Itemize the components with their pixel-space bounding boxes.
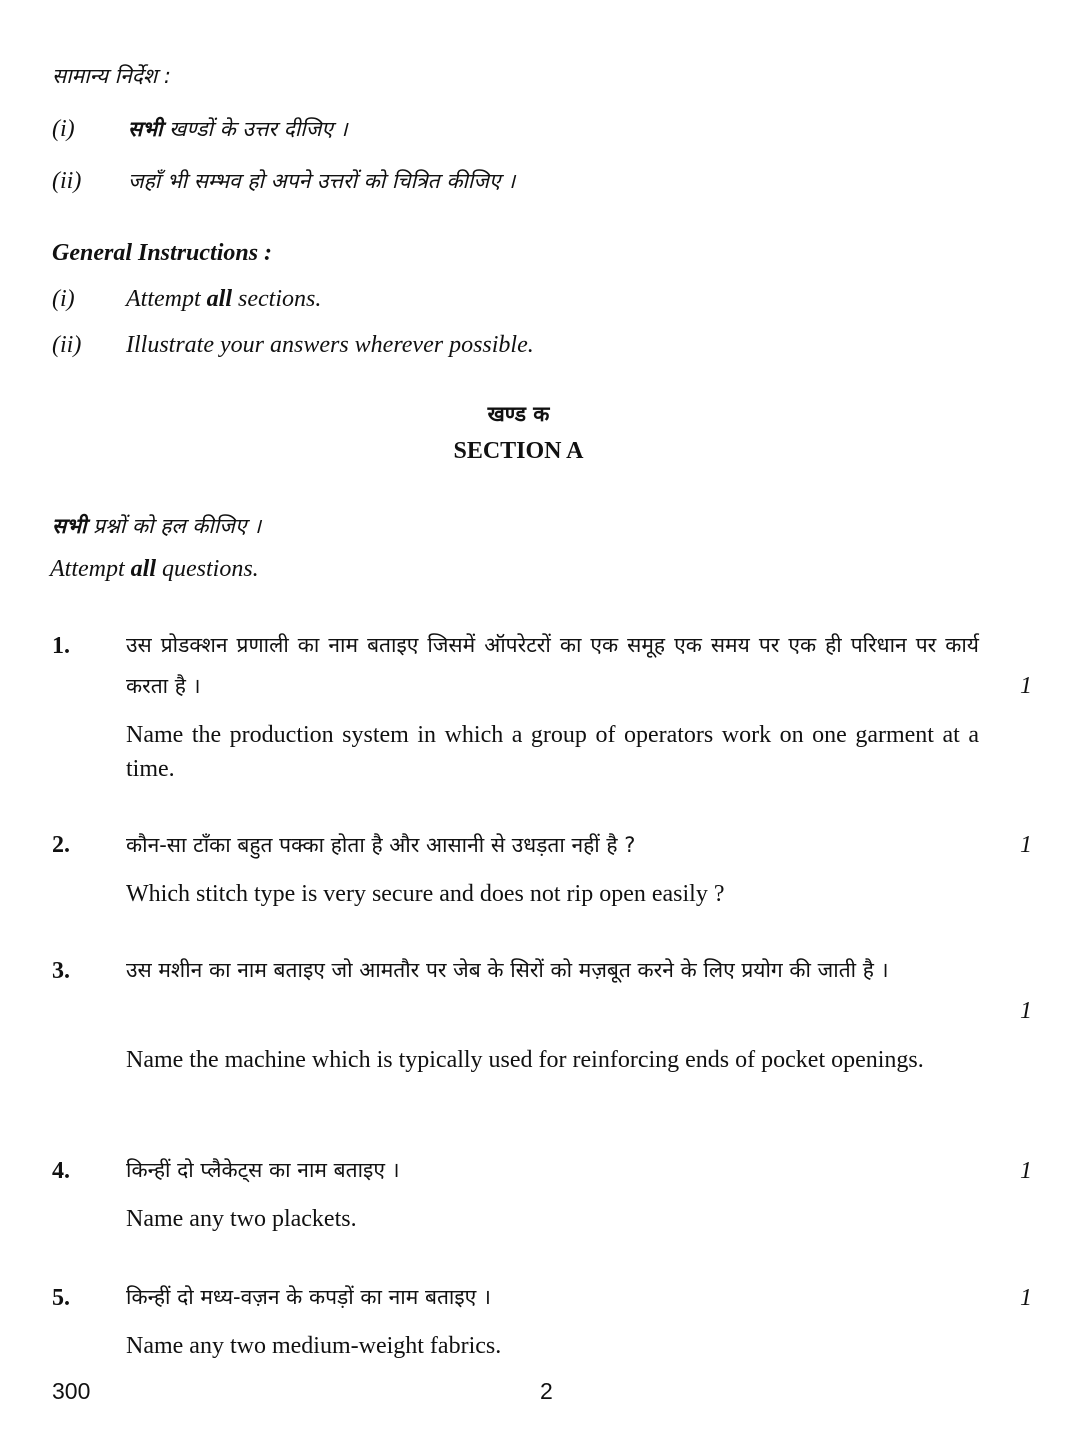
section-note-en-before: Attempt bbox=[50, 556, 131, 582]
question-2-marks: 1 bbox=[1020, 832, 1032, 858]
instruction-en-1-bold: all bbox=[206, 286, 232, 312]
section-note-en-after: questions. bbox=[156, 556, 259, 582]
page-number: 2 bbox=[540, 1378, 553, 1404]
section-note-en-bold: all bbox=[130, 556, 156, 582]
instruction-hi-marker-1: (i) bbox=[52, 116, 75, 142]
question-4-marks: 1 bbox=[1020, 1158, 1032, 1184]
section-note-en bbox=[50, 556, 259, 583]
section-title-en: SECTION A bbox=[453, 438, 584, 464]
question-3-english: Name the machine which is typically used for reinforcing ends of pocket openings. bbox=[126, 1047, 924, 1073]
question-number: 3. bbox=[52, 958, 70, 984]
instruction-hi-marker-2: (ii) bbox=[52, 168, 82, 194]
instruction-en-marker-2: (ii) bbox=[52, 332, 82, 358]
question-4-english: Name any two plackets. bbox=[126, 1206, 357, 1232]
section-note-hi-rest: प्रश्नों को हल कीजिए । bbox=[86, 514, 262, 538]
question-number: 2. bbox=[52, 832, 70, 858]
instruction-en-marker-1: (i) bbox=[52, 286, 75, 312]
instruction-en-1-after: sections. bbox=[232, 286, 322, 312]
question-5-marks: 1 bbox=[1020, 1285, 1032, 1311]
instructions-en-heading: General Instructions : bbox=[52, 240, 273, 266]
instruction-en-1-before: Attempt bbox=[126, 286, 207, 312]
question-2-english: Which stitch type is very secure and does not rip open easily ? bbox=[126, 881, 725, 907]
instruction-hi-2: जहाँ भी सम्भव हो अपने उत्तरों को चित्रित कीजिए । bbox=[128, 169, 516, 193]
question-5-hindi: किन्हीं दो मध्य-वज़न के कपड़ों का नाम बताइए । bbox=[126, 1285, 491, 1309]
question-3-hindi: उस मशीन का नाम बताइए जो आमतौर पर जेब के सिरों को मज़बूत करने के लिए प्रयोग की जाती है । bbox=[126, 958, 889, 982]
question-number: 4. bbox=[52, 1158, 70, 1184]
instruction-hi-1-text: खण्डों के उत्तर दीजिए । bbox=[162, 117, 348, 141]
question-3-marks: 1 bbox=[1020, 998, 1032, 1024]
question-4-hindi: किन्हीं दो प्लैकेट्स का नाम बताइए । bbox=[126, 1158, 400, 1182]
paper-code: 300 bbox=[52, 1378, 91, 1404]
question-2-hindi: कौन-सा टाँका बहुत पक्का होता है और आसानी से उधड़ता नहीं है ? bbox=[126, 833, 636, 857]
question-1-marks: 1 bbox=[1020, 673, 1032, 699]
section-note-hi-bold: सभी bbox=[52, 514, 87, 538]
section-title-hi: खण्ड क bbox=[487, 402, 550, 426]
question-1-hindi: उस प्रोडक्शन प्रणाली का नाम बताइए जिसमें ऑपरेटरों का एक समूह एक समय पर एक ही परिधान पर कार्य करता है । bbox=[126, 633, 979, 698]
instruction-en-2: Illustrate your answers wherever possible. bbox=[126, 332, 534, 358]
question-number: 5. bbox=[52, 1285, 70, 1311]
instruction-hi-1-bold: सभी bbox=[128, 117, 163, 141]
instruction-hi-1 bbox=[128, 115, 348, 143]
section-note-hi bbox=[52, 512, 261, 540]
question-number: 1. bbox=[52, 633, 70, 659]
question-1-english: Name the production system in which a group of operators work on one garment at a time. bbox=[126, 722, 979, 782]
instructions-hi-heading: सामान्य निर्देश : bbox=[52, 64, 171, 88]
instruction-en-1 bbox=[126, 286, 321, 313]
question-5-english: Name any two medium-weight fabrics. bbox=[126, 1333, 502, 1359]
